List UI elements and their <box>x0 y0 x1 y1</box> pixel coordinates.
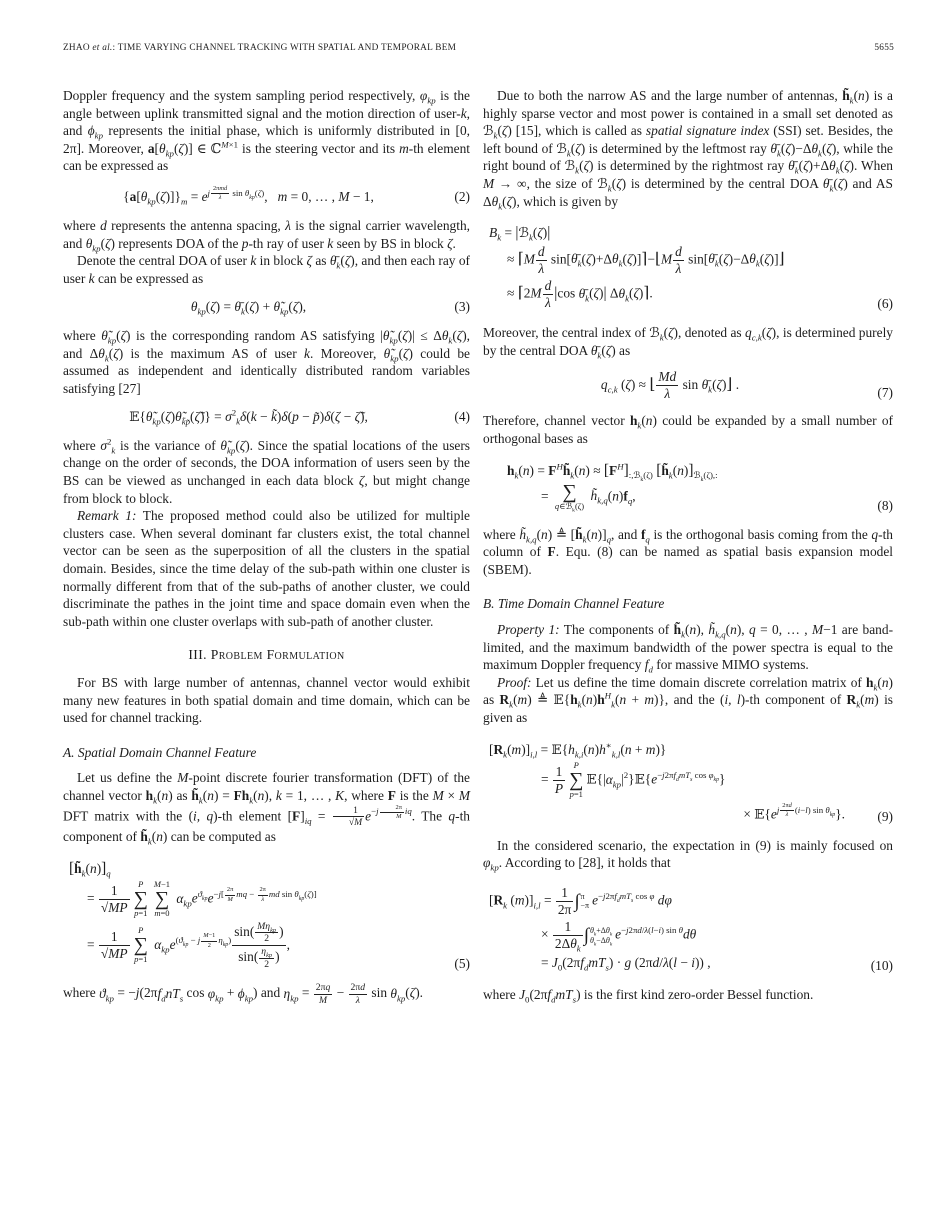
section-heading-problem-formulation: III. Problem Formulation <box>188 647 345 663</box>
equation-number: (8) <box>877 498 893 514</box>
equation-number: (4) <box>454 409 470 425</box>
page-number: 5655 <box>874 43 894 53</box>
equation-7 <box>483 370 893 401</box>
equation-3 <box>63 298 470 316</box>
paragraph: Moreover, the central index of ℬ$_k$(ζ), denoted as $q_{c,k}(\zeta)$, is determined purely by the central DOA $\thetā_k(\zeta)$ as <box>483 325 893 361</box>
paragraph: where $h̃_{k,q}(n)$ ≜ $[h̃_k(n)]_q$, and $f_q$ is the orthogonal basis coming from the q-th column of F. Equ. (8) can be named as spatial basis expansion model (SBEM). <box>483 526 893 577</box>
subsection-heading-spatial-domain: A. Spatial Domain Channel Feature <box>63 744 257 760</box>
equation-4 <box>63 408 470 426</box>
paragraph: Doppler frequency and the system sampling period respectively, $\varphi_{kp}$ is the angle between uplink transmitted signal and the motion direction of user-k, and $\phi_{kp}$ represents the initial phase, which is uniformly distributed in [0, 2π]. Moreover, $a[\theta_{kp}(\zeta)]$ ∈ ℂ$^{M\times 1}$ is the steering vector and its m-th element can be expressed as <box>63 88 470 174</box>
paragraph-proof: Proof: Let us define the time domain discrete correlation matrix of $h_k(n)$ as $R_k(m)$ ≜ $𝔼\{h_k(n)h^H_k(n + m)\}$, and the (i, l)-th component of $R_k(m)$ is given as <box>483 674 894 726</box>
equation-line: $h_k(n)$ = $F^Hh̃_k(n) \approx [F^H]_{:,ℬ_k(\zeta)}$ $[h̃_k(n)]_{ℬ_k(\zeta),:}$ <box>507 461 718 483</box>
equation-9 <box>483 738 893 826</box>
equation-line: × $𝔼\{e^{j \frac{2\pi d}{\lambda} (i-l) sin \theta_{kp}}\}$. <box>743 801 845 822</box>
subsection-heading-time-domain: B. Time Domain Channel Feature <box>483 596 665 612</box>
equation-body <box>483 221 857 313</box>
equation-line: $[h̃_k(n)]_q$ <box>69 859 111 879</box>
equation-2 <box>63 186 470 206</box>
equation-body: $\theta_{kp}(\zeta)$ = $\thetā_k(\zeta)$ + $\thetã_{kp}(\zeta)$, <box>190 299 307 317</box>
paragraph-remark-1: Remark 1: The proposed method could also be utilized for multiple clusters case. When several dominant far clusters exist, the total channel vector can be seen as the superposition of all the clusters in the spatial domain. Besides, since the time delay of the sub-path within one cluster is normally different from that of the sub-paths of another cluster, we could discriminate the pathes in the joint time and space domain even when the sub-path within one cluster overlaps with sub-path of another cluster. <box>63 508 470 629</box>
paragraph: Denote the central DOA of user k in block ζ as $\thetā_k(\zeta)$, and then each ray of user k can be expressed as <box>63 253 470 286</box>
running-title: ZHAO et al.: TIME VARYING CHANNEL TRACKING WITH SPATIAL AND TEMPORAL BEM <box>63 43 457 53</box>
equation-line: = $J_0(2\pi f_dmT_s) \cdot g$ (2πd/λ(l − i)) , <box>541 955 711 973</box>
paragraph: Due to both the narrow AS and the large number of antennas, $h̃_k(n)$ is a highly sparse vector and most power is contained in a small set denoted as ℬ$_k$(ζ) [15], which is called as spatial signature index (SSI) set. Besides, the left bound of ℬ$_k$(ζ) is determined by the leftmost ray $\thetā_k(\zeta)-\Delta\theta_k(\zeta)$, while the right bound of ℬ$_k$(ζ) is determined by the rightmost ray $\thetā_k(\zeta)+\Delta\theta_k(\zeta)$. When M → ∞, the size of ℬ$_k$(ζ) is determined by the central DOA $\thetā_k(\zeta)$ and AS $\Delta\theta_k(\zeta)$, which is given by <box>483 88 893 212</box>
equation-5 <box>63 857 470 973</box>
equation-body: $𝔼\{\thetã_{kp}(\zeta)\thetã_{k̃p̃}(\zetã)\} = \sigma^2_k\delta(k$ − k̃)δ(p − p̃)δ(ζ − ζ̃), <box>129 407 368 427</box>
equation-10 <box>483 883 893 975</box>
equation-line: = $\frac{1}{√MP}$ P ∑ p=1 $\alpha_{kp}e^{(ϑ_{kp} - j \frac{M-1}{2} \eta_{kp})}$ sin( $M\eta_{kp}$ 2 ) sin( $\eta_{kp}$ 2 ) , <box>87 920 290 970</box>
paragraph: where $ϑ_{kp} = -j(2\pi f_dnT_s$ $\cos \varphi_{kp} + \phi_{kp}$) and $\eta_{kp}$ = $\frac{2\pi q}{M}$ − $\frac{2\pi d}{\lambda}$ $\sin \theta_{kp}(\zeta)$. <box>63 982 423 1006</box>
equation-body <box>63 857 434 973</box>
equation-number: (7) <box>877 384 893 400</box>
equation-number: (9) <box>877 809 893 825</box>
equation-line: × 1 $2\Delta\theta_k$ ∫ $\theta_k+\Delta\theta_k$ $\theta_k-\Delta\theta_k$ $e^{-j2\pi d/\lambda(l-i) sin \theta}d\theta$ <box>541 919 697 954</box>
left-column <box>63 87 470 1006</box>
paragraph: For BS with large number of antennas, channel vector would exhibit many new features in both spatial domain and time domain, which can be used for channel tracking. <box>63 675 470 726</box>
paragraph: where $J_0(2\pi f_dmT_s)$ is the first kind zero-order Bessel function. <box>483 986 814 1005</box>
paragraph: where $\thetã_{kp}(\zeta)$ is the corresponding random AS satisfying $|\thetã_{kp}(\zeta)| \le \Delta\theta_k(\zeta)$, and $\Delta\theta_k(\zeta)$ is the maximum AS of user k. Moreover, $\thetã_{kp}(\zeta)$ could be assumed as independent and identically distributed random variables satisfying [27] <box>63 327 471 396</box>
equation-line: $[R_k(m)]_{i,l}$ = $𝔼\{h_{k,i}(n)h^∗_{k,l}(n + m)\}$ <box>489 740 667 760</box>
equation-line: ≈ ⌈2M $\frac{d}{\lambda}$ |cos $\thetā_k(\zeta)|$ $\Delta\theta_k(\zeta)⌉$. <box>507 277 653 310</box>
equation-line: ≈ ⌈M $\frac{d}{\lambda}$ $\sin[\thetā_k(\zeta)+\Delta\theta_k(\zeta)]⌉-⌊M$ $\frac{d}{\lambda}$ $\sin[\thetā_k(\zeta)-\Delta\theta_k(\zeta)]⌋$ <box>507 243 785 276</box>
paragraph: Therefore, channel vector $h_k(n)$ could be expanded by a small number of orthogonal bases as <box>483 413 893 446</box>
equation-number: (2) <box>454 189 470 205</box>
equation-number: (6) <box>877 296 893 312</box>
paragraph: Let us define the M-point discrete fourier transformation (DFT) of the channel vector $h_k(n)$ as $h̃_k(n) = Fh_k(n)$, k = 1, … , K, where F is the M × M DFT matrix with the (i, q)-th element $[F]_{iq}$ = $\frac{1}{√M}$ $e^{-j \frac{2\pi}{M} iq}$. The q-th component of $h̃_k(n)$ can be computed as <box>63 770 471 847</box>
equation-number: (3) <box>454 299 470 315</box>
journal-header <box>63 43 894 53</box>
equation-line: = $\frac{1}{P}$ P ∑ p=1 $𝔼\{|\alpha_{kp}|^2\}𝔼\{e^{-j2\pi f_dmT_s cos \varphi_{kp}}\}$ <box>541 760 726 799</box>
paragraph: In the considered scenario, the expectation in (9) is mainly focused on $\varphi_{kp}$. According to [28], it holds that <box>483 837 893 873</box>
paragraph-property-1: Property 1: The components of $h̃_k(n)$, $h̃_{k,q}(n)$, q = 0, … , M−1 are band-limited, and the maximum bandwidth of the power spectra is equal to the maximum Doppler frequency $f_d$ for massive MIMO systems. <box>483 622 894 675</box>
equation-number: (5) <box>454 955 470 971</box>
equation-8 <box>483 459 893 515</box>
equation-line: = ∑ q∈ℬ$_k$(ζ) $h̃_{k,q}(n)f_q$, <box>541 480 636 514</box>
equation-6 <box>483 221 893 313</box>
equation-line: $B_k$ = |ℬ$_k$(ζ)| <box>489 224 551 243</box>
paragraph: where $\sigma^2_k$ is the variance of $\thetã_{kp}(\zeta)$. Since the spatial locations of the users change on the order of seconds, the DOA information of users seen by the BS can be viewed as unchanged in each data block ζ, but might change from block to block. <box>63 436 471 506</box>
equation-body <box>483 459 857 515</box>
equation-number: (10) <box>870 958 893 974</box>
right-column <box>483 87 893 1003</box>
equation-body: $\{a[\theta_{kp}(\zeta)]\}_m = e^{j 2\pi md \lambda sin \theta_{kp}(\zeta)}$, m = 0, … , M − 1, <box>123 184 374 208</box>
equation-body <box>483 738 857 826</box>
equation-body: $q_{c,k}$ (ζ) ≈ ⌊ $\frac{Md}{\lambda}$ $\sin \thetā_k(\zeta)⌋$ . <box>600 369 740 402</box>
equation-body <box>483 883 857 975</box>
equation-line: [$R_k$ $(m)]_{i,l}$ = $\frac{1}{2\pi}$ ∫ π −π $e^{-j2\pi f_dmT_s cos \varphi}$ dφ <box>489 884 672 917</box>
paragraph: where d represents the antenna spacing, λ is the signal carrier wavelength, and $\theta_{kp}(\zeta)$ represents DOA of the p-th ray of user k seen by BS in block ζ. <box>63 217 470 254</box>
equation-line: = $\frac{1}{√MP}$ P ∑ p=1 M−1 ∑ m=0 $\alpha_{kp}e^{ϑ_{kp}}e^{-j[ \frac{2\pi}{M} mq - \frac{2\pi}{\lambda} md sin \theta_{kp}(\zeta)]}$ <box>87 879 317 918</box>
